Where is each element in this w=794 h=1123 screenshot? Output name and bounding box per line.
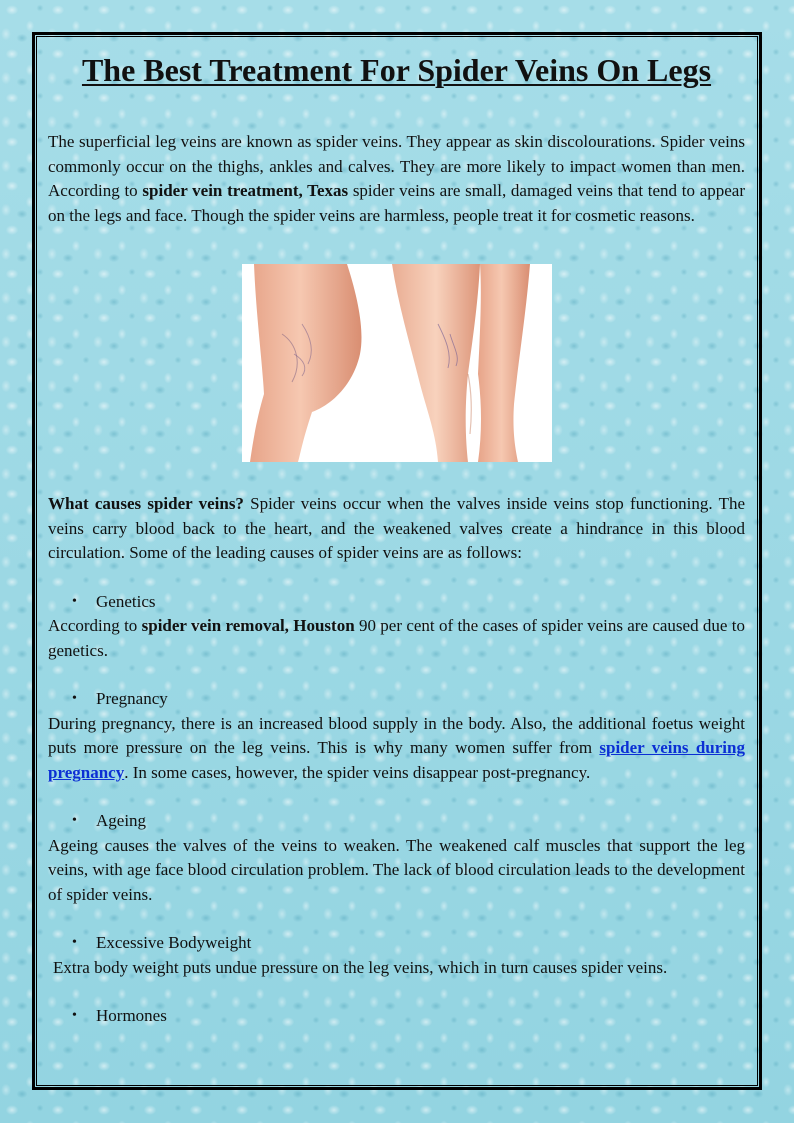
bullet-genetics: • Genetics: [48, 590, 745, 615]
intro-text-2: spider veins are small, damaged veins that tend to appear on the legs and face. Though the spider veins are harmless, people treat it for cosmetic reasons.: [48, 181, 745, 225]
intro-paragraph: [48, 130, 745, 228]
causes-paragraph: [48, 492, 745, 566]
bodyweight-paragraph: Extra body weight puts undue pressure on the leg veins, which in turn causes spider veins.: [53, 957, 668, 977]
causes-heading: What causes spider veins?: [48, 494, 244, 513]
legs-photo: [242, 264, 552, 462]
bullet-hormones: • Hormones: [48, 1004, 745, 1029]
page-title: The Best Treatment For Spider Veins On Legs: [81, 52, 712, 88]
spider-veins-pregnancy-link[interactable]: spider veins during pregnancy: [48, 738, 745, 782]
causes-text: Spider veins occur when the valves inside veins stop functioning. The veins carry blood back to the heart, and the weakened valves create a hindrance in this blood circulation. Some of the leading causes of spider veins are as follows:: [48, 494, 746, 562]
pregnancy-paragraph: [48, 712, 745, 786]
pregnancy-text-2: . In some cases, however, the spider veins disappear post-pregnancy.: [124, 762, 591, 782]
legs-illustration: [242, 264, 552, 462]
bullet-ageing: • Ageing: [48, 809, 745, 834]
bullet-pregnancy: • Pregnancy: [48, 687, 745, 712]
intro-bold-keyword: spider vein treatment, Texas: [142, 181, 349, 200]
intro-text-1: The superficial leg veins are known as spider veins. They appear as skin discolourations. Spider veins commonly occur on the thighs, ankles and calves. They are more likely to impact women than men. According to: [48, 132, 745, 200]
document-body: [48, 44, 745, 1029]
genetics-bold-keyword: spider vein removal, Houston: [141, 616, 355, 635]
genetics-text-1: According to: [48, 616, 142, 635]
pregnancy-text-1: During pregnancy, there is an increased blood supply in the body. Also, the additional foetus weight puts more pressure on the leg veins. This is why many women suffer from: [48, 713, 745, 757]
genetics-paragraph: [48, 614, 745, 663]
ageing-paragraph: Ageing causes the valves of the veins to weaken. The weakened calf muscles that support the leg veins, with age face blood circulation problem. The lack of blood circulation leads to the development of spider veins.: [48, 835, 745, 904]
bullet-bodyweight: • Excessive Bodyweight: [48, 931, 745, 956]
genetics-text-2: 90 per cent of the cases of spider veins are caused due to genetics.: [48, 616, 745, 660]
